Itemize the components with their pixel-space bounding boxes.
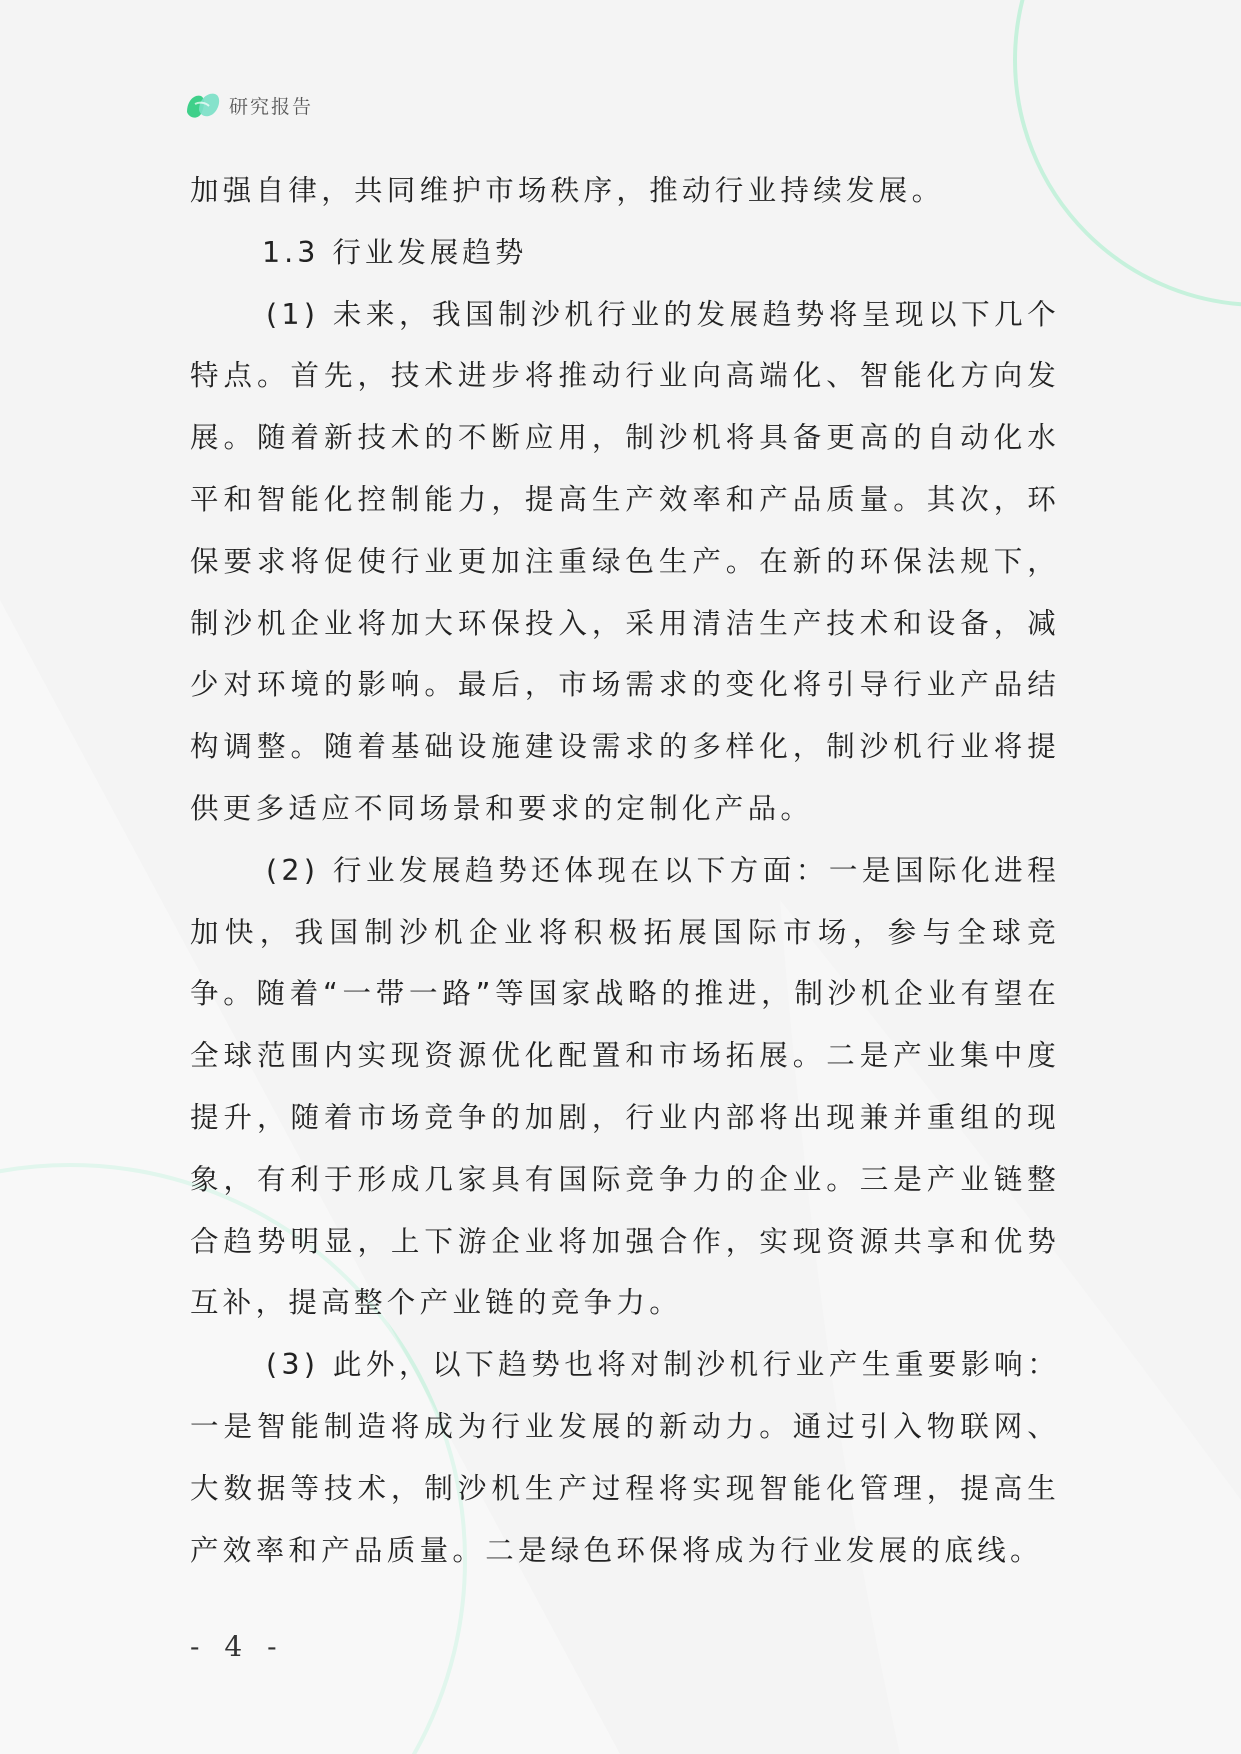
paragraph-1: (1) 未来，我国制沙机行业的发展趋势将呈现以下几个特点。首先，技术进步将推动行业向高端化、智能化方向发展。随着新技术的不断应用，制沙机将具备更高的自动化水平和智能化控制能力，提高生产效率和产品质量。其次，环保要求将促使行业更加注重绿色生产。在新的环保法规下，制沙机企业将加大环保投入，采用清洁生产技术和设备，减少对环境的影响。最后，市场需求的变化将引导行业产品结构调整。随着基础设施建设需求的多样化，制沙机行业将提供更多适应不同场景和要求的定制化产品。 bbox=[190, 297, 1060, 825]
intro-tail-paragraph: 加强自律，共同维护市场秩序，推动行业持续发展。 bbox=[190, 174, 945, 207]
document-body bbox=[190, 160, 1060, 1581]
page-number: - 4 - bbox=[190, 1630, 285, 1663]
section-heading: 1.3 行业发展趋势 bbox=[262, 235, 528, 269]
leaf-logo-icon bbox=[185, 90, 221, 120]
paragraph-3: (3) 此外，以下趋势也将对制沙机行业产生重要影响：一是智能制造将成为行业发展的新动力。通过引入物联网、大数据等技术，制沙机生产过程将实现智能化管理，提高生产效率和产品质量。二是绿色环保将成为行业发展的底线。 bbox=[190, 1348, 1060, 1567]
report-header bbox=[185, 88, 313, 122]
header-title: 研究报告 bbox=[229, 95, 314, 118]
paragraph-2: (2) 行业发展趋势还体现在以下方面：一是国际化进程加快，我国制沙机企业将积极拓展国际市场，参与全球竞争。随着“一带一路”等国家战略的推进，制沙机企业有望在全球范围内实现资源优化配置和市场拓展。二是产业集中度提升，随着市场竞争的加剧，行业内部将出现兼并重组的现象，有利于形成几家具有国际竞争力的企业。三是产业链整合趋势明显，上下游企业将加强合作，实现资源共享和优势互补，提高整个产业链的竞争力。 bbox=[190, 853, 1060, 1320]
